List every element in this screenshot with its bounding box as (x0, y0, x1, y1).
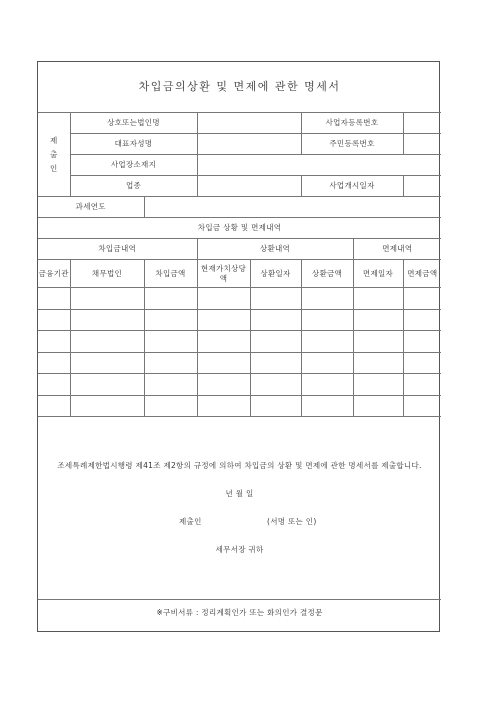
submitter-signature-label: 제출인 (179, 517, 202, 526)
column-header: 상환일자 (250, 260, 301, 288)
table-cell[interactable] (353, 309, 403, 331)
table-cell[interactable] (353, 352, 403, 374)
table-cell[interactable] (403, 352, 441, 374)
form-title: 차입금의상환 및 면제에 관한 명세서 (38, 62, 441, 113)
table-cell[interactable] (250, 288, 301, 310)
table-cell[interactable] (70, 352, 144, 374)
table-cell[interactable] (197, 288, 250, 310)
table-cell[interactable] (403, 395, 441, 417)
table-cell[interactable] (70, 331, 144, 353)
table-cell[interactable] (144, 374, 197, 396)
business-reg-field[interactable] (403, 113, 441, 134)
column-header: 상환금액 (301, 260, 353, 288)
start-date-field[interactable] (403, 176, 441, 197)
table-cell[interactable] (197, 331, 250, 353)
table-row (38, 288, 441, 310)
table-cell[interactable] (250, 352, 301, 374)
table-cell[interactable] (353, 374, 403, 396)
resident-reg-field[interactable] (403, 134, 441, 155)
column-header: 차입금액 (144, 260, 197, 288)
table-cell[interactable] (403, 331, 441, 353)
required-documents-note: ※구비서류 : 정리계획인가 또는 화의인가 결정문 (38, 600, 441, 627)
table-cell[interactable] (197, 374, 250, 396)
table-cell[interactable] (250, 331, 301, 353)
table-cell[interactable] (250, 395, 301, 417)
table-cell[interactable] (38, 309, 70, 331)
declaration-text: 조세특례제한법시행령 제41조 제2항의 규정에 의하여 차입금의 상환 및 면제에 관한 명세서를 제출합니다. (57, 461, 422, 470)
table-cell[interactable] (144, 352, 197, 374)
column-header: 금융기관 (38, 260, 70, 288)
table-row (38, 374, 441, 396)
table-row (38, 395, 441, 417)
addressee: 세무서장 귀하 (215, 545, 264, 554)
table-cell[interactable] (38, 288, 70, 310)
table-cell[interactable] (403, 309, 441, 331)
table-cell[interactable] (70, 395, 144, 417)
table-cell[interactable] (301, 374, 353, 396)
business-reg-label: 사업자등록번호 (301, 113, 403, 134)
repayment-group-header: 상환내역 (197, 239, 353, 260)
tax-year-label: 과세연도 (38, 197, 144, 218)
table-cell[interactable] (301, 288, 353, 310)
signature-placeholder: (서명 또는 인) (267, 517, 317, 526)
table-cell[interactable] (301, 352, 353, 374)
table-cell[interactable] (250, 374, 301, 396)
table-cell[interactable] (38, 331, 70, 353)
table-cell[interactable] (144, 395, 197, 417)
representative-field[interactable] (197, 134, 301, 155)
borrowing-group-header: 차입금내역 (38, 239, 197, 260)
table-cell[interactable] (301, 395, 353, 417)
table-cell[interactable] (250, 309, 301, 331)
table-cell[interactable] (197, 352, 250, 374)
table-cell[interactable] (353, 395, 403, 417)
company-name-field[interactable] (197, 113, 301, 134)
table-row (38, 331, 441, 353)
column-header: 현재가치상당액 (197, 260, 250, 288)
form-table (38, 62, 441, 626)
table-row (38, 352, 441, 374)
table-row (38, 309, 441, 331)
tax-year-field[interactable] (144, 197, 441, 218)
table-cell[interactable] (197, 395, 250, 417)
column-header: 면제일자 (353, 260, 403, 288)
table-cell[interactable] (144, 331, 197, 353)
table-cell[interactable] (38, 395, 70, 417)
table-cell[interactable] (403, 288, 441, 310)
declaration-section (38, 417, 441, 600)
statement-form (37, 61, 440, 632)
section-title: 차입금 상황 및 면제내역 (38, 218, 441, 239)
column-header: 면제금액 (403, 260, 441, 288)
table-cell[interactable] (144, 309, 197, 331)
company-name-label: 상호또는법인명 (70, 113, 197, 134)
column-header: 채무법인 (70, 260, 144, 288)
table-cell[interactable] (38, 352, 70, 374)
business-address-label: 사업장소재지 (70, 155, 197, 176)
table-cell[interactable] (353, 331, 403, 353)
table-cell[interactable] (38, 374, 70, 396)
table-cell[interactable] (70, 309, 144, 331)
declaration-date: 년 월 일 (225, 489, 254, 498)
industry-field[interactable] (197, 176, 301, 197)
table-cell[interactable] (70, 374, 144, 396)
representative-label: 대표자성명 (70, 134, 197, 155)
table-cell[interactable] (301, 331, 353, 353)
table-cell[interactable] (301, 309, 353, 331)
table-cell[interactable] (70, 288, 144, 310)
start-date-label: 사업개시일자 (301, 176, 403, 197)
table-cell[interactable] (403, 374, 441, 396)
resident-reg-label: 주민등록번호 (301, 134, 403, 155)
table-cell[interactable] (144, 288, 197, 310)
table-cell[interactable] (197, 309, 250, 331)
industry-label: 업종 (70, 176, 197, 197)
table-cell[interactable] (353, 288, 403, 310)
submitter-label: 제 출 인 (38, 113, 70, 197)
exemption-group-header: 면제내역 (353, 239, 441, 260)
declaration-submitter-line (38, 517, 441, 527)
business-address-field[interactable] (197, 155, 441, 176)
